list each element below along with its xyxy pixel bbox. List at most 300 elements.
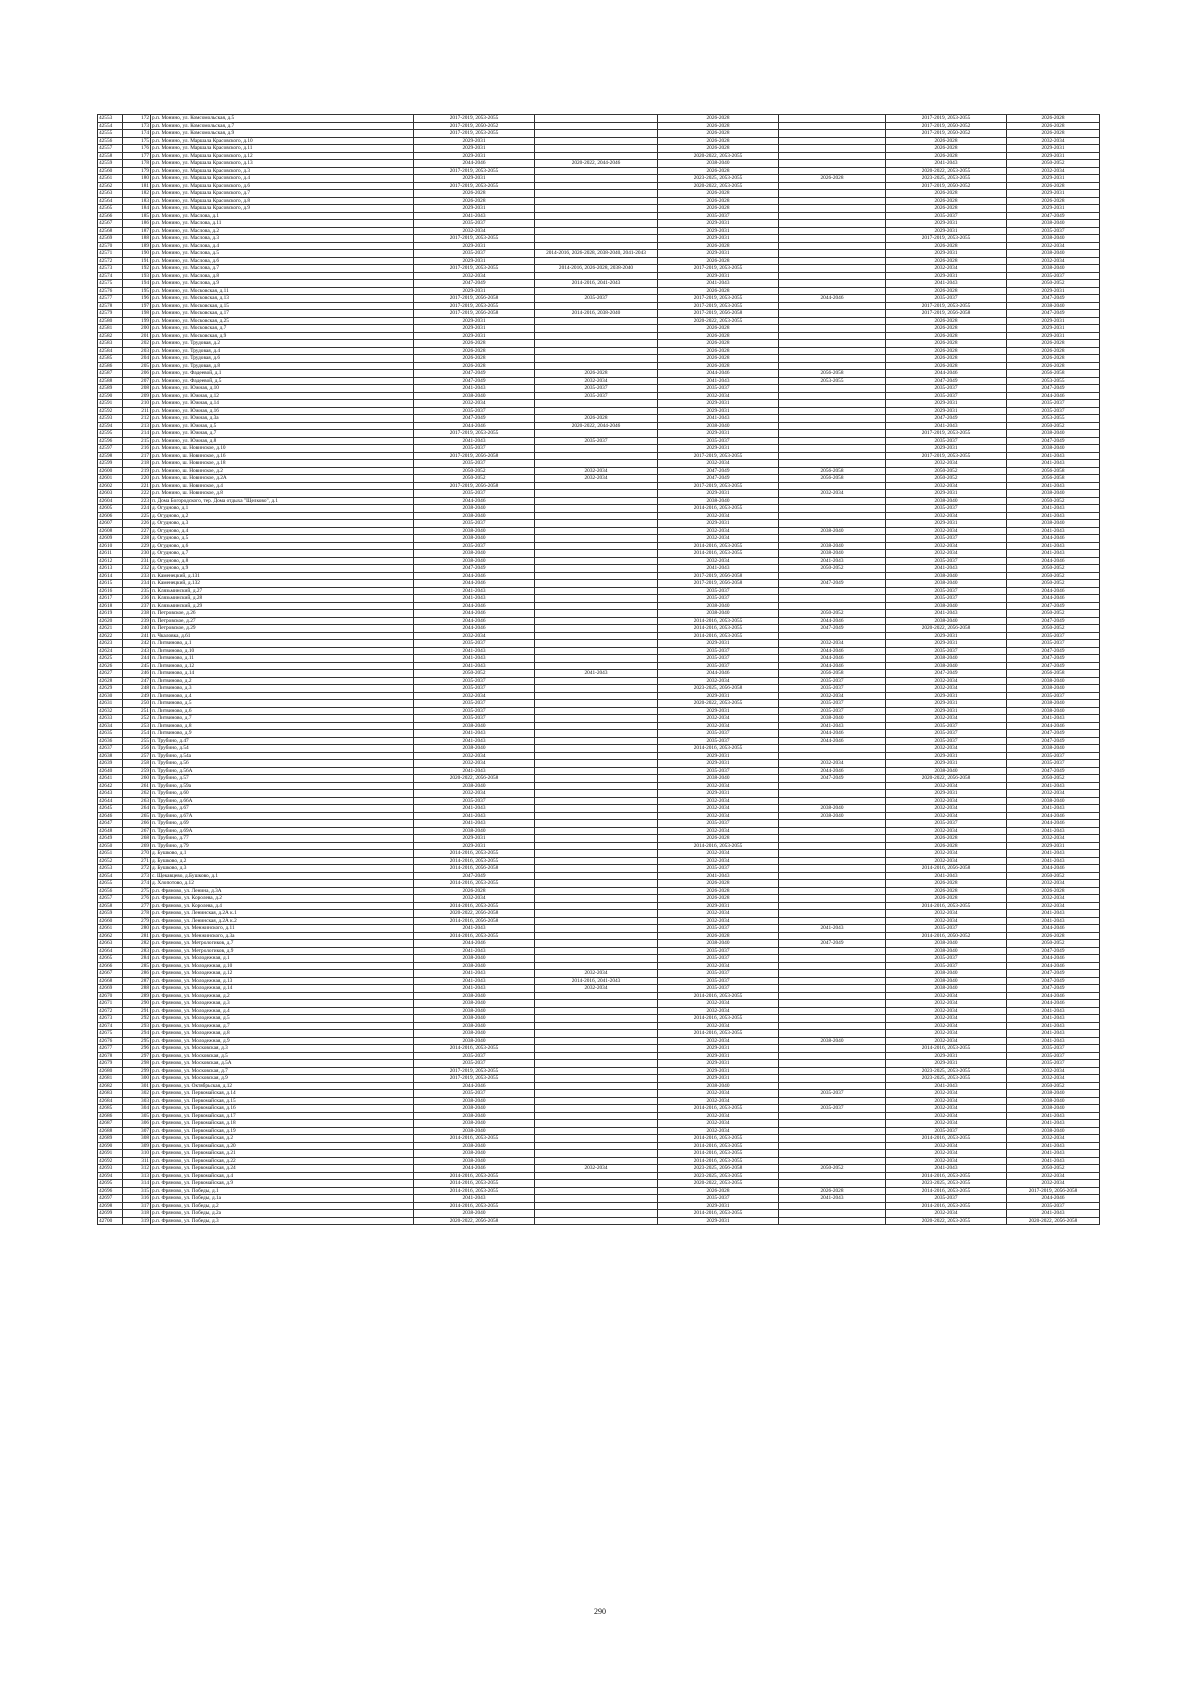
table-cell: 42663: [98, 940, 123, 948]
table-cell: 2026-2028: [414, 355, 535, 363]
table-cell: 2047-2049: [1007, 985, 1100, 993]
table-cell: 2041-2043: [1007, 910, 1100, 918]
table-cell: 226: [123, 520, 151, 528]
table-cell: 2026-2028: [658, 887, 779, 895]
table-cell: 2014-2016, 2053-2055: [658, 1015, 779, 1023]
table-cell: 213: [123, 422, 151, 430]
table-cell: 2038-2040: [658, 422, 779, 430]
table-cell: р.п. Фряново, ул. Победы, д.1а: [151, 1195, 414, 1203]
table-cell: 2014-2016, 2053-2055: [414, 850, 535, 858]
table-cell: [535, 175, 658, 183]
table-row: [98, 827, 1100, 835]
table-cell: [535, 535, 658, 543]
table-cell: п. Литвиново, д.1: [151, 640, 414, 648]
table-cell: 273: [123, 872, 151, 880]
table-cell: 2041-2043: [414, 655, 535, 663]
table-cell: [535, 1172, 658, 1180]
table-cell: [535, 632, 658, 640]
table-cell: [779, 602, 886, 610]
table-cell: [535, 1030, 658, 1038]
table-row: [98, 542, 1100, 550]
table-cell: 2032-2034: [658, 850, 779, 858]
table-cell: 2032-2034: [886, 527, 1007, 535]
table-cell: 2050-2052: [779, 1165, 886, 1173]
table-cell: 42651: [98, 850, 123, 858]
table-cell: 174: [123, 130, 151, 138]
table-cell: [535, 527, 658, 535]
table-row: [98, 565, 1100, 573]
table-cell: [779, 1127, 886, 1135]
table-cell: 2038-2040: [1007, 490, 1100, 498]
table-cell: 2035-2037: [886, 295, 1007, 303]
table-row: [98, 662, 1100, 670]
table-cell: р.п. Монино, ул. Маслова, д.4: [151, 242, 414, 250]
table-cell: 187: [123, 227, 151, 235]
table-cell: 2032-2034: [886, 542, 1007, 550]
table-cell: 42691: [98, 1150, 123, 1158]
table-cell: 2038-2040: [1007, 250, 1100, 258]
table-cell: 2050-2052: [1007, 1082, 1100, 1090]
table-cell: 2038-2040: [414, 1157, 535, 1165]
table-row: [98, 1135, 1100, 1143]
table-cell: 2047-2049: [414, 565, 535, 573]
table-cell: р.п. Монино, ул. Маслова, д.8: [151, 272, 414, 280]
table-cell: 2032-2034: [658, 782, 779, 790]
table-cell: 2032-2034: [886, 782, 1007, 790]
table-cell: 208: [123, 385, 151, 393]
table-cell: [535, 1097, 658, 1105]
table-cell: 310: [123, 1150, 151, 1158]
table-cell: 2044-2046: [1007, 587, 1100, 595]
table-cell: р.п. Фряново, ул. Московская, д.5А: [151, 1060, 414, 1068]
table-cell: 2041-2043: [1007, 1112, 1100, 1120]
table-cell: 42648: [98, 827, 123, 835]
table-cell: 2041-2043: [1007, 542, 1100, 550]
table-cell: [535, 137, 658, 145]
table-cell: р.п. Монино, ул. Маршала Красовского, д.12: [151, 152, 414, 160]
table-cell: 2014-2016, 2053-2055: [414, 902, 535, 910]
table-cell: 2035-2037: [414, 715, 535, 723]
table-cell: 2035-2037: [414, 797, 535, 805]
table-cell: 232: [123, 565, 151, 573]
table-cell: [535, 557, 658, 565]
table-cell: 42627: [98, 670, 123, 678]
table-cell: 42593: [98, 415, 123, 423]
table-cell: 257: [123, 752, 151, 760]
table-cell: п. Литвиново, д.5: [151, 700, 414, 708]
table-cell: 2035-2037: [414, 220, 535, 228]
table-row: [98, 752, 1100, 760]
table-cell: р.п. Фряново, ул. Молодежная, д.8: [151, 1030, 414, 1038]
table-cell: р.п. Фряново, ул. Первомайская, д.2: [151, 1135, 414, 1143]
table-row: [98, 880, 1100, 888]
table-cell: [779, 947, 886, 955]
table-cell: р.п. Фряново, ул. Первомайская, д.15: [151, 1097, 414, 1105]
table-cell: 42626: [98, 662, 123, 670]
table-cell: [779, 400, 886, 408]
table-cell: 2047-2049: [1007, 655, 1100, 663]
table-row: [98, 1082, 1100, 1090]
table-cell: 2020-2022, 2053-2055: [658, 700, 779, 708]
table-cell: 230: [123, 550, 151, 558]
table-cell: 2032-2034: [886, 797, 1007, 805]
table-cell: 42599: [98, 460, 123, 468]
table-cell: п. Трубино, д.56А: [151, 767, 414, 775]
table-cell: 2035-2037: [414, 460, 535, 468]
table-cell: [779, 1120, 886, 1128]
table-cell: 2053-2055: [1007, 415, 1100, 423]
table-cell: [535, 512, 658, 520]
table-cell: 2023-2025, 2053-2055: [886, 1067, 1007, 1075]
table-cell: [779, 587, 886, 595]
table-cell: 42589: [98, 385, 123, 393]
table-cell: 42683: [98, 1090, 123, 1098]
table-cell: 2026-2028: [658, 287, 779, 295]
table-cell: 180: [123, 175, 151, 183]
table-cell: р.п. Монино, ул. Комсомольская, д.7: [151, 122, 414, 130]
table-cell: 2032-2034: [1007, 902, 1100, 910]
table-cell: 2032-2034: [886, 1150, 1007, 1158]
table-cell: 2026-2028: [658, 347, 779, 355]
table-cell: 240: [123, 625, 151, 633]
table-cell: [535, 1217, 658, 1225]
table-cell: д. Хлопотово, д.12: [151, 880, 414, 888]
table-cell: 2032-2034: [535, 970, 658, 978]
table-cell: р.п. Фряново, ул. Молодежная, д.13: [151, 977, 414, 985]
table-cell: 318: [123, 1210, 151, 1218]
table-cell: 2029-2031: [886, 790, 1007, 798]
table-cell: 2050-2052: [1007, 497, 1100, 505]
table-cell: 2020-2022, 2053-2055: [658, 317, 779, 325]
table-cell: 206: [123, 370, 151, 378]
table-cell: 2017-2019, 2053-2055: [658, 452, 779, 460]
table-cell: 2035-2037: [1007, 1060, 1100, 1068]
table-cell: 265: [123, 812, 151, 820]
table-cell: [535, 490, 658, 498]
table-cell: 280: [123, 925, 151, 933]
table-cell: 238: [123, 610, 151, 618]
table-cell: 2014-2016, 2053-2055: [414, 1180, 535, 1188]
table-cell: 2035-2037: [658, 385, 779, 393]
table-cell: 42618: [98, 602, 123, 610]
table-cell: 2038-2040: [414, 550, 535, 558]
table-row: [98, 1112, 1100, 1120]
table-row: [98, 250, 1100, 258]
table-cell: 2032-2034: [886, 715, 1007, 723]
table-cell: д. Огудново, д.6: [151, 542, 414, 550]
table-cell: 2023-2025, 2056-2058: [658, 685, 779, 693]
table-cell: 2032-2034: [886, 1120, 1007, 1128]
table-row: [98, 1165, 1100, 1173]
table-cell: 210: [123, 400, 151, 408]
table-row: [98, 887, 1100, 895]
table-cell: 42642: [98, 782, 123, 790]
table-cell: 42624: [98, 647, 123, 655]
table-cell: 241: [123, 632, 151, 640]
table-cell: 2026-2028: [1007, 362, 1100, 370]
table-cell: 2047-2049: [658, 467, 779, 475]
table-cell: 42638: [98, 752, 123, 760]
table-cell: 2050-2052: [1007, 872, 1100, 880]
table-cell: [779, 910, 886, 918]
table-cell: 2029-2031: [658, 445, 779, 453]
table-cell: 2029-2031: [886, 1052, 1007, 1060]
table-cell: 2044-2046: [658, 670, 779, 678]
table-cell: [535, 1000, 658, 1008]
table-cell: [779, 197, 886, 205]
table-cell: [535, 1180, 658, 1188]
table-cell: [535, 220, 658, 228]
table-cell: р.п. Фряново, ул. Первомайская, д.14: [151, 1090, 414, 1098]
table-cell: 199: [123, 317, 151, 325]
table-row: [98, 512, 1100, 520]
table-cell: 2032-2034: [886, 1157, 1007, 1165]
table-cell: 2041-2043: [886, 280, 1007, 288]
table-cell: 42604: [98, 497, 123, 505]
table-cell: р.п. Монино, ул. Маслова, д.5: [151, 250, 414, 258]
table-cell: 229: [123, 542, 151, 550]
table-cell: 42661: [98, 925, 123, 933]
table-cell: 42641: [98, 775, 123, 783]
table-cell: 2029-2031: [886, 250, 1007, 258]
table-cell: [535, 1127, 658, 1135]
table-cell: 42698: [98, 1202, 123, 1210]
table-cell: п. Дома Богородского, тер. Дома отдыха "Щелково", д.1: [151, 497, 414, 505]
table-cell: [779, 497, 886, 505]
table-cell: 2029-2031: [658, 1052, 779, 1060]
table-cell: п. Каменецкий, д.131: [151, 572, 414, 580]
table-cell: 251: [123, 707, 151, 715]
table-cell: [535, 1210, 658, 1218]
table-cell: 2044-2046: [779, 737, 886, 745]
table-cell: [779, 482, 886, 490]
table-cell: 42680: [98, 1067, 123, 1075]
table-cell: 42699: [98, 1210, 123, 1218]
table-cell: 2032-2034: [1007, 257, 1100, 265]
table-cell: [535, 1082, 658, 1090]
table-cell: 2041-2043: [1007, 452, 1100, 460]
table-cell: 319: [123, 1217, 151, 1225]
table-cell: 42653: [98, 865, 123, 873]
table-row: [98, 482, 1100, 490]
table-cell: 2017-2019, 2053-2055: [658, 265, 779, 273]
table-cell: 2017-2019, 2056-2058: [414, 482, 535, 490]
table-cell: [535, 617, 658, 625]
table-row: [98, 850, 1100, 858]
table-row: [98, 775, 1100, 783]
table-cell: [535, 482, 658, 490]
table-cell: 2035-2037: [658, 647, 779, 655]
table-row: [98, 302, 1100, 310]
table-cell: 2029-2031: [658, 520, 779, 528]
table-cell: 271: [123, 857, 151, 865]
table-row: [98, 212, 1100, 220]
table-cell: 2035-2037: [1007, 407, 1100, 415]
table-cell: 2032-2034: [535, 1165, 658, 1173]
table-cell: 288: [123, 985, 151, 993]
table-row: [98, 1120, 1100, 1128]
table-cell: [535, 610, 658, 618]
table-cell: 224: [123, 505, 151, 513]
table-cell: 2047-2049: [779, 775, 886, 783]
table-row: [98, 377, 1100, 385]
table-cell: 172: [123, 115, 151, 123]
table-cell: 2017-2019, 2056-2058: [658, 580, 779, 588]
table-cell: 2041-2043: [535, 670, 658, 678]
table-cell: 2032-2034: [886, 827, 1007, 835]
table-cell: [779, 190, 886, 198]
table-cell: 2056-2058: [1007, 467, 1100, 475]
table-cell: 2035-2037: [658, 955, 779, 963]
table-cell: 231: [123, 557, 151, 565]
table-cell: 42686: [98, 1112, 123, 1120]
table-row: [98, 647, 1100, 655]
table-cell: [535, 1007, 658, 1015]
table-cell: [779, 520, 886, 528]
table-cell: 2029-2031: [1007, 205, 1100, 213]
table-cell: 295: [123, 1037, 151, 1045]
table-cell: [779, 212, 886, 220]
table-cell: 217: [123, 452, 151, 460]
table-cell: 2041-2043: [414, 212, 535, 220]
table-cell: 2041-2043: [414, 970, 535, 978]
table-cell: д. Огудново, д.7: [151, 550, 414, 558]
table-cell: 42623: [98, 640, 123, 648]
table-cell: [779, 235, 886, 243]
table-cell: 2014-2016, 2053-2055: [414, 880, 535, 888]
table-row: [98, 182, 1100, 190]
table-cell: 2014-2016, 2050-2052: [886, 932, 1007, 940]
table-cell: 2035-2037: [658, 1195, 779, 1203]
table-cell: п. Чкаловка, д.61: [151, 632, 414, 640]
table-cell: 2038-2040: [886, 977, 1007, 985]
table-cell: р.п. Монино, ул. Южная, д.14: [151, 400, 414, 408]
table-cell: 42693: [98, 1165, 123, 1173]
table-cell: п. Трубино, д.79: [151, 842, 414, 850]
table-cell: 2017-2019, 2056-2058: [414, 310, 535, 318]
table-cell: п. Литвиново, д.9: [151, 730, 414, 738]
table-cell: 42567: [98, 220, 123, 228]
table-cell: 184: [123, 205, 151, 213]
table-cell: 2038-2040: [886, 970, 1007, 978]
table-cell: 214: [123, 430, 151, 438]
table-cell: 2026-2028: [886, 287, 1007, 295]
table-cell: 2014-2016, 2026-2028, 2038-2040: [535, 265, 658, 273]
table-cell: 42697: [98, 1195, 123, 1203]
table-cell: п. Петровское, д.29: [151, 625, 414, 633]
table-cell: 2038-2040: [1007, 797, 1100, 805]
table-cell: 42660: [98, 917, 123, 925]
table-cell: 245: [123, 662, 151, 670]
table-cell: 2029-2031: [658, 227, 779, 235]
table-cell: 2026-2028: [886, 332, 1007, 340]
table-cell: 2038-2040: [779, 812, 886, 820]
table-cell: [535, 722, 658, 730]
table-cell: 2035-2037: [1007, 692, 1100, 700]
table-cell: 299: [123, 1067, 151, 1075]
table-cell: 42598: [98, 452, 123, 460]
table-cell: [535, 205, 658, 213]
table-cell: 2032-2034: [886, 992, 1007, 1000]
table-cell: 2017-2019, 2056-2058: [414, 295, 535, 303]
table-cell: [779, 632, 886, 640]
table-cell: 264: [123, 805, 151, 813]
table-cell: 2038-2040: [658, 1082, 779, 1090]
table-cell: [535, 497, 658, 505]
table-cell: [779, 460, 886, 468]
table-cell: 209: [123, 392, 151, 400]
table-cell: 302: [123, 1090, 151, 1098]
table-cell: 42635: [98, 730, 123, 738]
table-cell: 270: [123, 850, 151, 858]
table-cell: 42689: [98, 1135, 123, 1143]
table-cell: 2029-2031: [1007, 152, 1100, 160]
table-cell: 212: [123, 415, 151, 423]
table-cell: [779, 505, 886, 513]
table-cell: 175: [123, 137, 151, 145]
table-cell: 2026-2028: [658, 932, 779, 940]
table-cell: 2029-2031: [886, 632, 1007, 640]
table-cell: р.п. Монино, ул. Комсомольская, д.5: [151, 115, 414, 123]
table-cell: [779, 325, 886, 333]
table-cell: [535, 932, 658, 940]
table-cell: 185: [123, 212, 151, 220]
table-cell: [779, 595, 886, 603]
table-cell: 2041-2043: [1007, 1157, 1100, 1165]
table-cell: [535, 272, 658, 280]
table-cell: 2041-2043: [414, 1195, 535, 1203]
table-cell: 2029-2031: [886, 520, 1007, 528]
table-cell: [779, 842, 886, 850]
table-cell: 2047-2049: [886, 415, 1007, 423]
table-cell: 2047-2049: [1007, 310, 1100, 318]
table-cell: 42553: [98, 115, 123, 123]
table-cell: 2044-2046: [658, 370, 779, 378]
table-cell: 2056-2058: [1007, 670, 1100, 678]
table-cell: [535, 1090, 658, 1098]
table-cell: 201: [123, 332, 151, 340]
table-cell: 2038-2040: [1007, 220, 1100, 228]
table-row: [98, 692, 1100, 700]
table-cell: [535, 760, 658, 768]
table-cell: 2032-2034: [1007, 167, 1100, 175]
table-cell: п. Трубино, д.59а: [151, 782, 414, 790]
table-cell: 2032-2034: [658, 715, 779, 723]
table-cell: 2026-2028: [658, 332, 779, 340]
table-cell: [779, 310, 886, 318]
table-cell: 2014-2016, 2053-2055: [658, 550, 779, 558]
table-cell: 42676: [98, 1037, 123, 1045]
table-cell: 2032-2034: [658, 1090, 779, 1098]
table-cell: 2029-2031: [658, 1060, 779, 1068]
table-row: [98, 1157, 1100, 1165]
table-cell: 239: [123, 617, 151, 625]
table-cell: 2038-2040: [414, 1120, 535, 1128]
table-cell: 2038-2040: [1007, 1090, 1100, 1098]
table-cell: д. Огудново, д.2: [151, 512, 414, 520]
table-cell: 189: [123, 242, 151, 250]
table-cell: 2038-2040: [414, 512, 535, 520]
table-cell: 2038-2040: [414, 955, 535, 963]
table-cell: 42685: [98, 1105, 123, 1113]
table-cell: п. Трубино, д.69: [151, 820, 414, 828]
table-cell: [535, 242, 658, 250]
table-cell: 42640: [98, 767, 123, 775]
table-cell: [779, 895, 886, 903]
table-cell: 42574: [98, 272, 123, 280]
table-cell: 42620: [98, 617, 123, 625]
table-cell: п. Литвиново, д.4: [151, 692, 414, 700]
